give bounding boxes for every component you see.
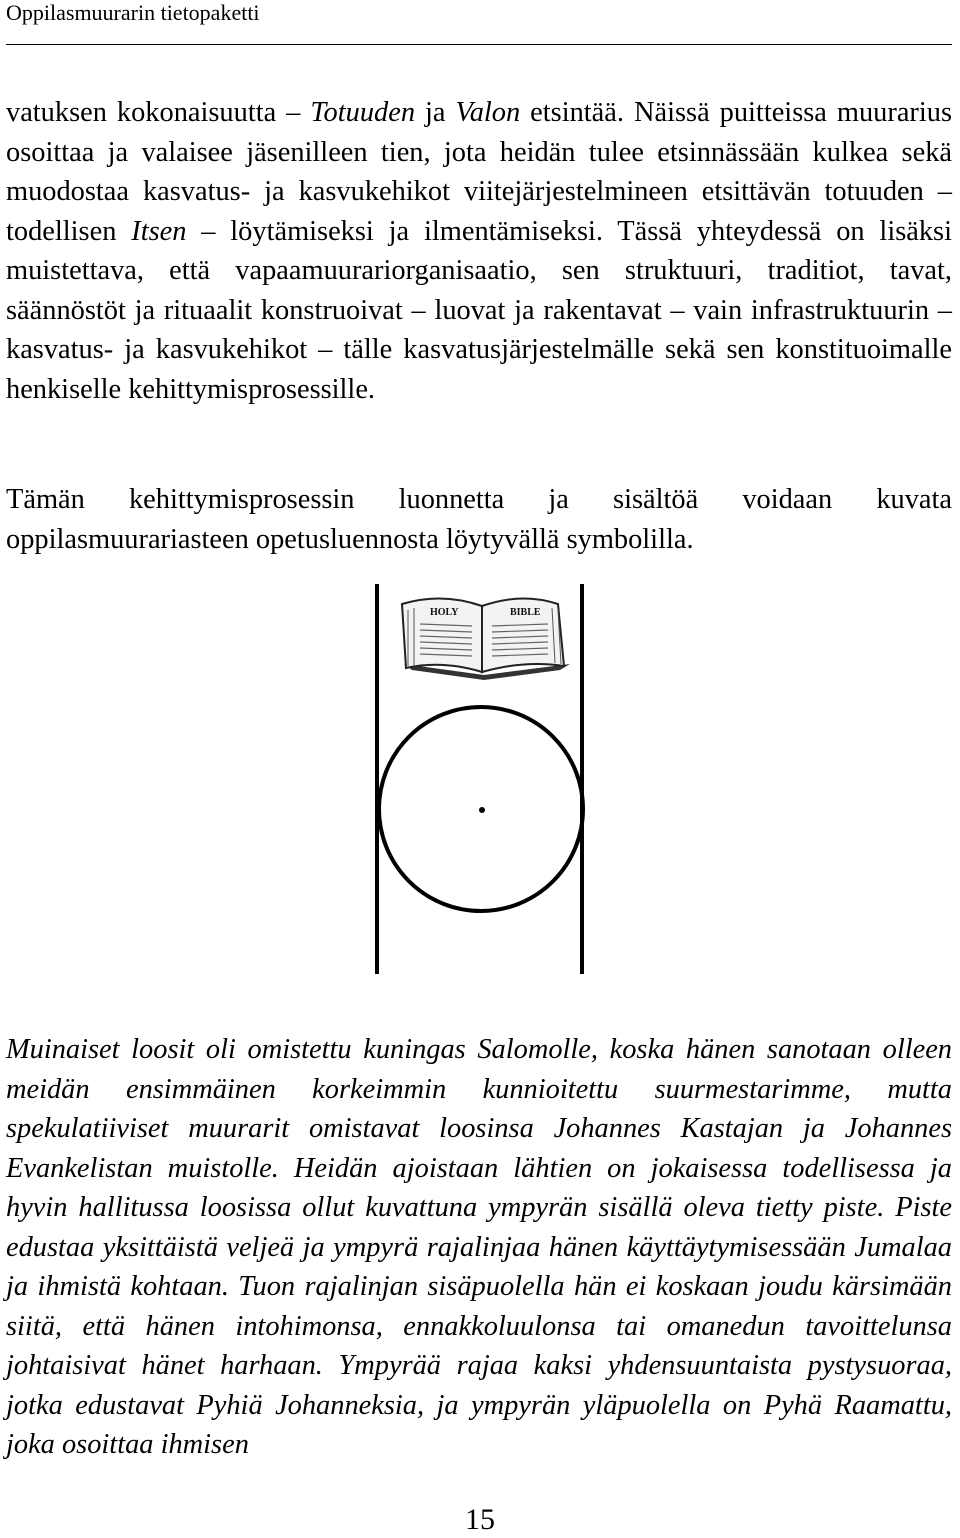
- p1-text-3: etsintää. Näissä puitteissa muurarius osoittaa ja valaisee jäsenilleen tien, jota heidän tulee etsinnässään kulkea sekä muodostaa kasvatus- ja kasvukehikot viitejärjestelmineen etsittävän totuuden – todellisen: [6, 97, 953, 247]
- point-within-circle-symbol: [360, 580, 600, 980]
- book-label-left: HOLY: [430, 607, 459, 618]
- running-header: Oppilasmuurarin tietopaketti: [6, 0, 260, 25]
- center-point: [479, 807, 485, 813]
- p1-emphasis-totuuden: Totuuden: [310, 97, 416, 128]
- paragraph-1: [6, 93, 952, 409]
- page-number: 15: [465, 1503, 495, 1536]
- p1-text-2: ja: [415, 97, 456, 128]
- p1-text-1: vatuksen kokonaisuutta –: [6, 97, 311, 128]
- paragraph-3: Muinaiset loosit oli omistettu kuningas Salomolle, koska hänen sanotaan olleen meidän ensimmäinen korkeimmin kunnioitettu suurmestarimme, mutta spekulatiiviset muurarit omistavat loosinsa Johannes Kastajan ja Johannes Evankelistan muistolle. Heidän ajoistaan lähtien on jokaisessa todellisessa ja hyvin hallitussa loosissa ollut kuvattuna ympyrän sisällä oleva tietty piste. Piste edustaa yksittäistä veljeä ja ympyrä rajalinjaa hänen käyttäytymisessään Jumalaa ja ihmistä kohtaan. Tuon rajalinjan sisäpuolella hän ei koskaan joudu kärsimään siitä, että hänen intohimonsa, ennakkoluulonsa tai omanedun tavoittelunsa johtaisivat hänet harhaan. Ympyrää rajaa kaksi yhdensuuntaista pystysuoraa, jotka edustavat Pyhiä Johanneksia, ja ympyrän yläpuolella on Pyhä Raamattu, joka osoittaa ihmisen: [6, 1034, 952, 1460]
- header-rule: [6, 44, 952, 45]
- paragraph-2: Tämän kehittymisprosessin luonnetta ja sisältöä voidaan kuvata oppilasmuurariasteen opetusluennosta löytyvällä symbolilla.: [6, 484, 952, 555]
- p1-emphasis-valon: Valon: [455, 97, 521, 128]
- p1-text-4: – löytämiseksi ja ilmentämiseksi. Tässä yhteydessä on lisäksi muistettava, että vapaamuurariorganisaatio, sen struktuuri, traditiot, tavat, säännöstöt ja rituaalit konstruoivat – luovat ja rakentavat – vain infrastruktuurin – kasvatus- ja kasvukehikot – tälle kasvatusjärjestelmälle sekä sen konstituoimalle henkiselle kehittymisprosessille.: [6, 215, 952, 405]
- p1-emphasis-itsen: Itsen: [131, 215, 187, 247]
- book-label-right: BIBLE: [510, 607, 541, 618]
- holy-bible-icon: [402, 598, 570, 680]
